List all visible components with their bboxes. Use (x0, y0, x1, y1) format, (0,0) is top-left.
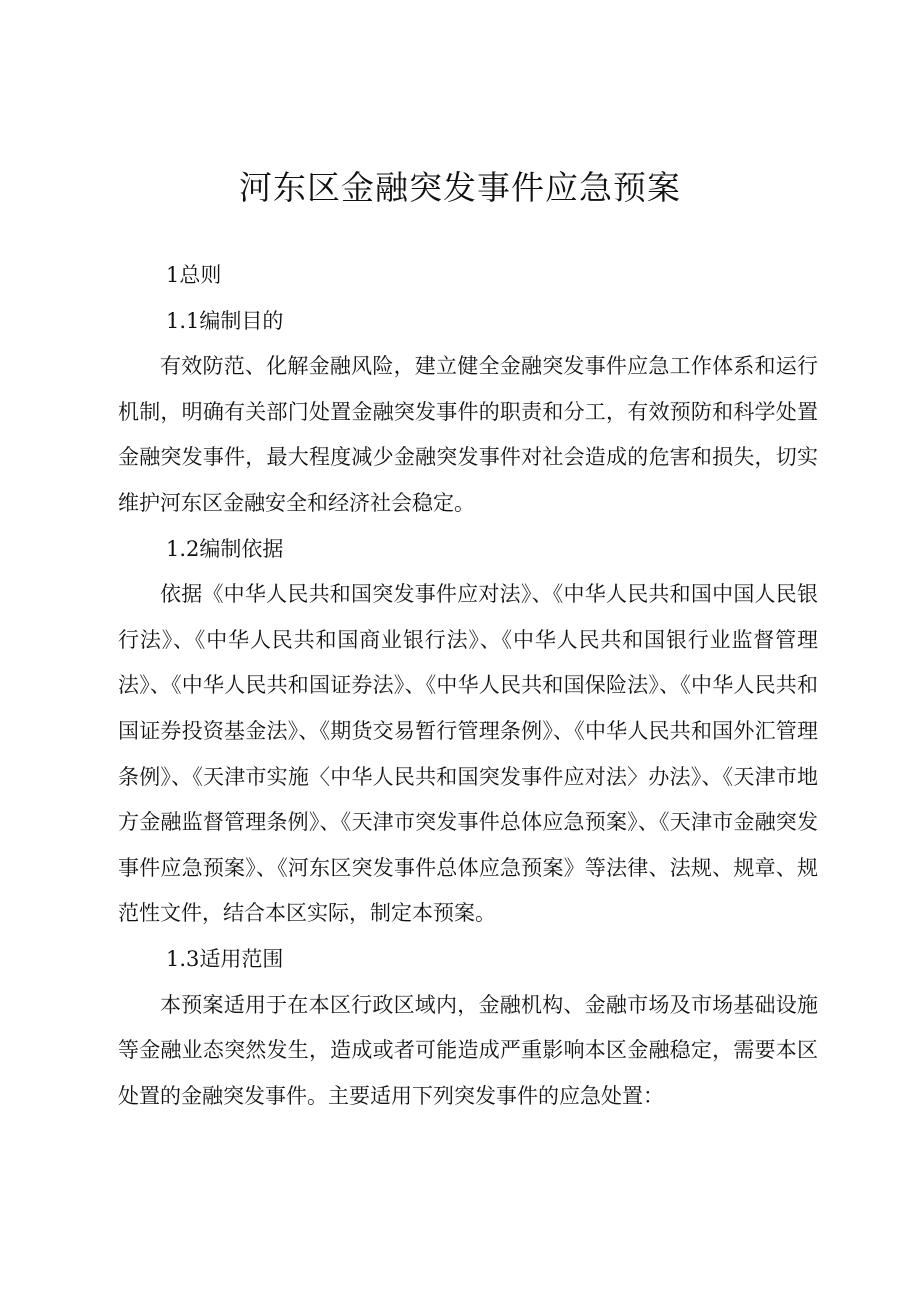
document-title: 河东区金融突发事件应急预案 (239, 168, 681, 207)
paragraph-scope: 本预案适用于在本区行政区域内，金融机构、金融市场及市场基础设施等金融业态突然发生，造成或者可能造成严重影响本区金融稳定，需要本区处置的金融突发事件。主要适用下列突发事件的应急处置： (118, 992, 818, 1108)
section-heading-1-2: 1.2编制依据 (166, 536, 284, 561)
document-body (118, 253, 818, 1119)
section-heading-1-1: 1.1编制目的 (166, 308, 284, 333)
paragraph-basis: 依据《中华人民共和国突发事件应对法》、《中华人民共和国中国人民银行法》、《中华人民共和国商业银行法》、《中华人民共和国银行业监督管理法》、《中华人民共和国证券法》、《中华人民共和国保险法》、《中华人民共和国证券投资基金法》、《期货交易暂行管理条例》、《中华人民共和国外汇管理条例》、《天津市实施〈中华人民共和国突发事件应对法〉办法》、《天津市地方金融监督管理条例》、《天津市突发事件总体应急预案》、《天津市金融突发事件应急预案》、《河东区突发事件总体应急预案》等法律、法规、规章、规范性文件，结合本区实际，制定本预案。 (118, 582, 818, 926)
section-heading-1: 1总则 (166, 263, 222, 287)
section-heading-1-3: 1.3适用范围 (166, 946, 284, 971)
paragraph-purpose: 有效防范、化解金融风险，建立健全金融突发事件应急工作体系和运行机制，明确有关部门处置金融突发事件的职责和分工，有效预防和科学处置金融突发事件，最大程度减少金融突发事件对社会造成的危害和损失，切实维护河东区金融安全和经济社会稳定。 (118, 354, 818, 515)
